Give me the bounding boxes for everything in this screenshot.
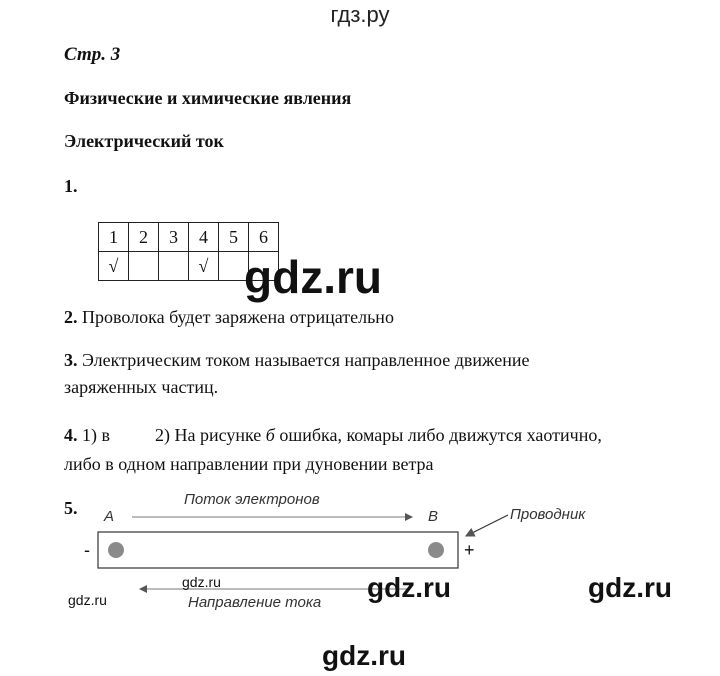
label-b: B <box>428 508 439 525</box>
task-3-line-2: заряженных частиц. <box>64 377 219 397</box>
answer-col-1: 1 <box>99 223 129 252</box>
conductor-pointer-arrow <box>466 515 508 536</box>
task-3-text-1: Электрическим током называется направленное движение <box>82 350 530 370</box>
task-4-part-2-pre: 2) На рисунке <box>155 425 266 445</box>
watermark-mid-2: gdz.ru <box>588 572 672 603</box>
electron-flow-label: Поток электронов <box>184 491 320 508</box>
topic-heading: Физические и химические явления <box>64 88 352 108</box>
charge-a <box>108 542 124 558</box>
task-5-number: 5. <box>64 498 78 518</box>
answer-col-6: 6 <box>249 223 279 252</box>
task-2-text: Проволока будет заряжена отрицательно <box>82 307 394 327</box>
watermark-mid-1: gdz.ru <box>367 572 451 603</box>
plus-sign: + <box>464 540 475 560</box>
conductor-label: Проводник <box>510 506 586 523</box>
watermark-bottom: gdz.ru <box>322 640 406 671</box>
conductor-wire <box>98 532 458 568</box>
subtopic-heading: Электрический ток <box>64 131 224 151</box>
watermark-large: gdz.ru <box>244 251 382 303</box>
task-2-number: 2. <box>64 307 78 327</box>
current-direction-label: Направление тока <box>188 594 322 611</box>
task-4-number: 4. <box>64 425 78 445</box>
task-1-number: 1. <box>64 176 78 196</box>
site-header: гдз.ру <box>330 2 390 27</box>
watermark-small-2: gdz.ru <box>68 592 107 608</box>
task-3-number: 3. <box>64 350 78 370</box>
charge-b <box>428 542 444 558</box>
answer-col-2: 2 <box>129 223 159 252</box>
answer-col-5: 5 <box>219 223 249 252</box>
answer-col-3: 3 <box>159 223 189 252</box>
task-4-part-2-post: ошибка, комары либо движутся хаотично, <box>274 425 602 445</box>
task-4-part-1: 1) в <box>82 425 110 445</box>
page-reference: Стр. 3 <box>64 44 121 65</box>
task-4-part-2-italic: б <box>265 425 275 445</box>
answer-col-4: 4 <box>189 223 219 252</box>
label-a: A <box>104 508 115 525</box>
answer-mark-4: √ <box>189 252 219 281</box>
answer-mark-1: √ <box>99 252 129 281</box>
watermark-small-1: gdz.ru <box>182 574 221 590</box>
task-4-line-2: либо в одном направлении при дуновении ветра <box>64 454 434 474</box>
minus-sign: - <box>84 540 90 560</box>
